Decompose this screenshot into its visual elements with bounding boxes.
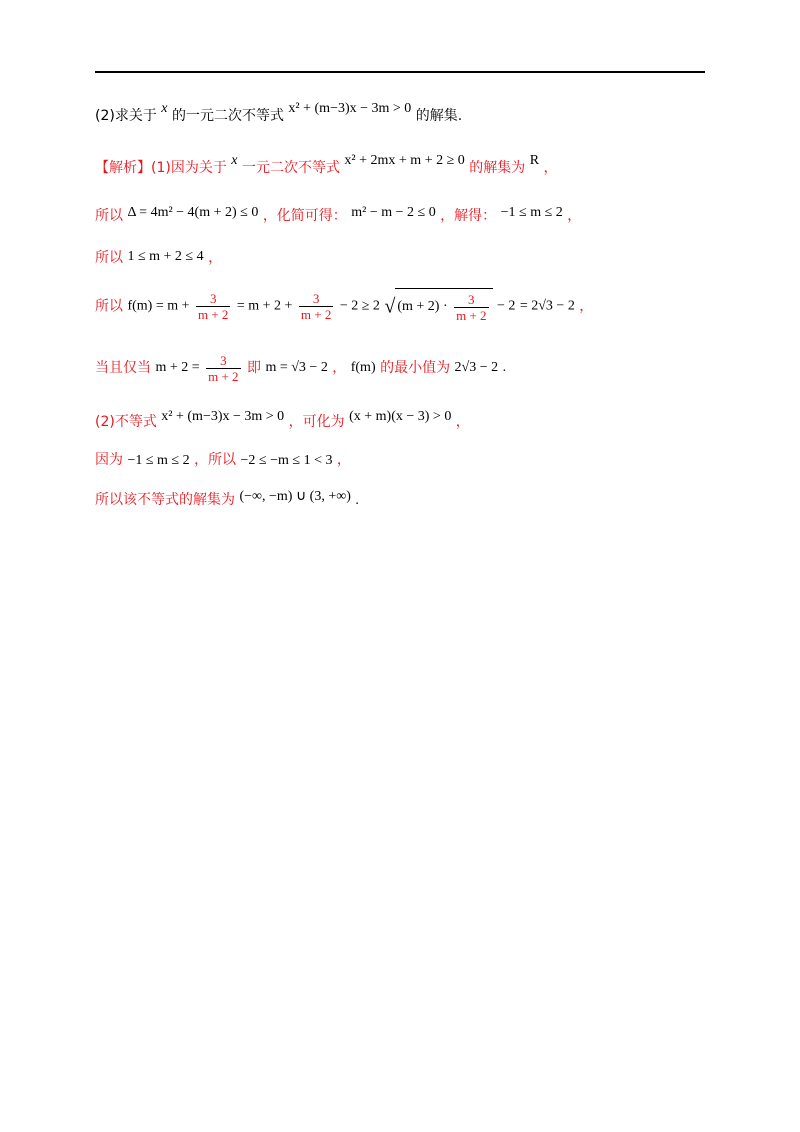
l4-frac1-num: 3 bbox=[209, 291, 217, 306]
l1-mid: 一元二次不等式 bbox=[241, 160, 340, 176]
q2-var: x bbox=[161, 101, 168, 116]
solution-line-7 bbox=[95, 450, 351, 471]
q2-mid: 的一元二次不等式 bbox=[171, 108, 284, 124]
l3-head: 所以 bbox=[95, 250, 123, 266]
l3-range: 1 ≤ m + 2 ≤ 4 bbox=[127, 249, 204, 264]
l4-frac1-den: m + 2 bbox=[197, 307, 229, 322]
l6-head: (2)不等式 bbox=[95, 414, 157, 430]
l6-mid: ，可化为 bbox=[288, 414, 345, 430]
l1-tail: 的解集为 bbox=[469, 160, 526, 176]
l7-end: ， bbox=[336, 452, 351, 468]
l4-mid: = m + 2 + bbox=[236, 298, 293, 314]
l5-f: f(m) bbox=[350, 360, 376, 375]
l2-mid2: ，解得： bbox=[440, 208, 497, 224]
l4-frac2-num: 3 bbox=[312, 291, 320, 306]
l4-end: ， bbox=[579, 298, 594, 315]
l5-frac-num: 3 bbox=[220, 352, 227, 368]
l5-min-value: 2√3 − 2 bbox=[454, 360, 499, 375]
solution-heading: 【解析】(1)因为关于 bbox=[95, 160, 227, 176]
solution-line-1 bbox=[95, 153, 558, 179]
l4-result: = 2√3 − 2 bbox=[519, 298, 575, 314]
l4-fraction-1 bbox=[196, 291, 230, 322]
q2-tail: 的解集. bbox=[415, 108, 463, 124]
l5-frac-den: m + 2 bbox=[208, 368, 239, 384]
l5-end: . bbox=[502, 360, 507, 375]
l2-mid: ，化简可得： bbox=[262, 208, 347, 224]
solution-line-8 bbox=[95, 490, 359, 511]
l4-sqrt bbox=[395, 288, 492, 325]
sqrt-sign-icon: √ bbox=[384, 295, 396, 318]
l3-end: ， bbox=[208, 250, 223, 266]
l5-m-value: m = √3 − 2 bbox=[265, 360, 328, 375]
l4-f-def: f(m) = m + bbox=[127, 298, 190, 314]
solution-line-6 bbox=[95, 409, 470, 433]
l4-frac2-den: m + 2 bbox=[300, 307, 332, 322]
l8-head: 所以该不等式的解集为 bbox=[95, 492, 235, 508]
question-2 bbox=[95, 101, 463, 127]
l4-sqrt-a: (m + 2) · bbox=[397, 299, 448, 314]
l6-inequality: x² + (m−3)x − 3m > 0 bbox=[161, 409, 285, 424]
l4-fraction-3 bbox=[454, 292, 488, 323]
l5-head: 当且仅当 bbox=[95, 360, 151, 376]
l4-fraction-2 bbox=[299, 291, 333, 322]
q2-label: (2)求关于 bbox=[95, 108, 157, 124]
l5-sep: ， bbox=[332, 360, 347, 376]
l8-solution-set: (−∞, −m) ∪ (3, +∞) bbox=[239, 489, 351, 504]
l1-var: x bbox=[231, 153, 238, 168]
l2-range: −1 ≤ m ≤ 2 bbox=[500, 205, 563, 220]
l5-eq: m + 2 = bbox=[155, 360, 200, 375]
header-rule bbox=[95, 71, 705, 73]
l7-mid: ，所以 bbox=[194, 452, 237, 468]
solution-line-4 bbox=[95, 288, 593, 325]
solution-line-3 bbox=[95, 248, 222, 269]
l6-end: ， bbox=[455, 414, 470, 430]
l2-end: ， bbox=[567, 208, 582, 224]
l5-fraction bbox=[206, 353, 240, 384]
l4-head: 所以 bbox=[95, 298, 123, 315]
l8-end: . bbox=[355, 493, 359, 508]
l6-factored: (x + m)(x − 3) > 0 bbox=[349, 409, 452, 424]
q2-inequality: x² + (m−3)x − 3m > 0 bbox=[288, 101, 412, 116]
l1-inequality: x² + 2mx + m + 2 ≥ 0 bbox=[344, 153, 465, 168]
l7-head: 因为 bbox=[95, 452, 123, 468]
l2-head: 所以 bbox=[95, 208, 123, 224]
solution-line-2 bbox=[95, 206, 581, 227]
l4-mid2: − 2 ≥ 2 bbox=[339, 298, 380, 314]
l1-real-set: R bbox=[529, 153, 540, 168]
l4-frac3-num: 3 bbox=[468, 291, 475, 307]
l4-frac3-den: m + 2 bbox=[456, 307, 487, 323]
l5-ji: 即 bbox=[247, 360, 261, 376]
l4-after-sqrt: − 2 bbox=[496, 298, 516, 314]
solution-line-5 bbox=[95, 350, 506, 386]
l7-range2: −2 ≤ −m ≤ 1 < 3 bbox=[240, 453, 333, 468]
l2-discriminant: Δ = 4m² − 4(m + 2) ≤ 0 bbox=[127, 205, 259, 220]
l2-simplified: m² − m − 2 ≤ 0 bbox=[351, 205, 436, 220]
l1-end: ， bbox=[543, 160, 558, 176]
l7-range: −1 ≤ m ≤ 2 bbox=[127, 453, 190, 468]
l5-min-text: 的最小值为 bbox=[380, 360, 451, 376]
